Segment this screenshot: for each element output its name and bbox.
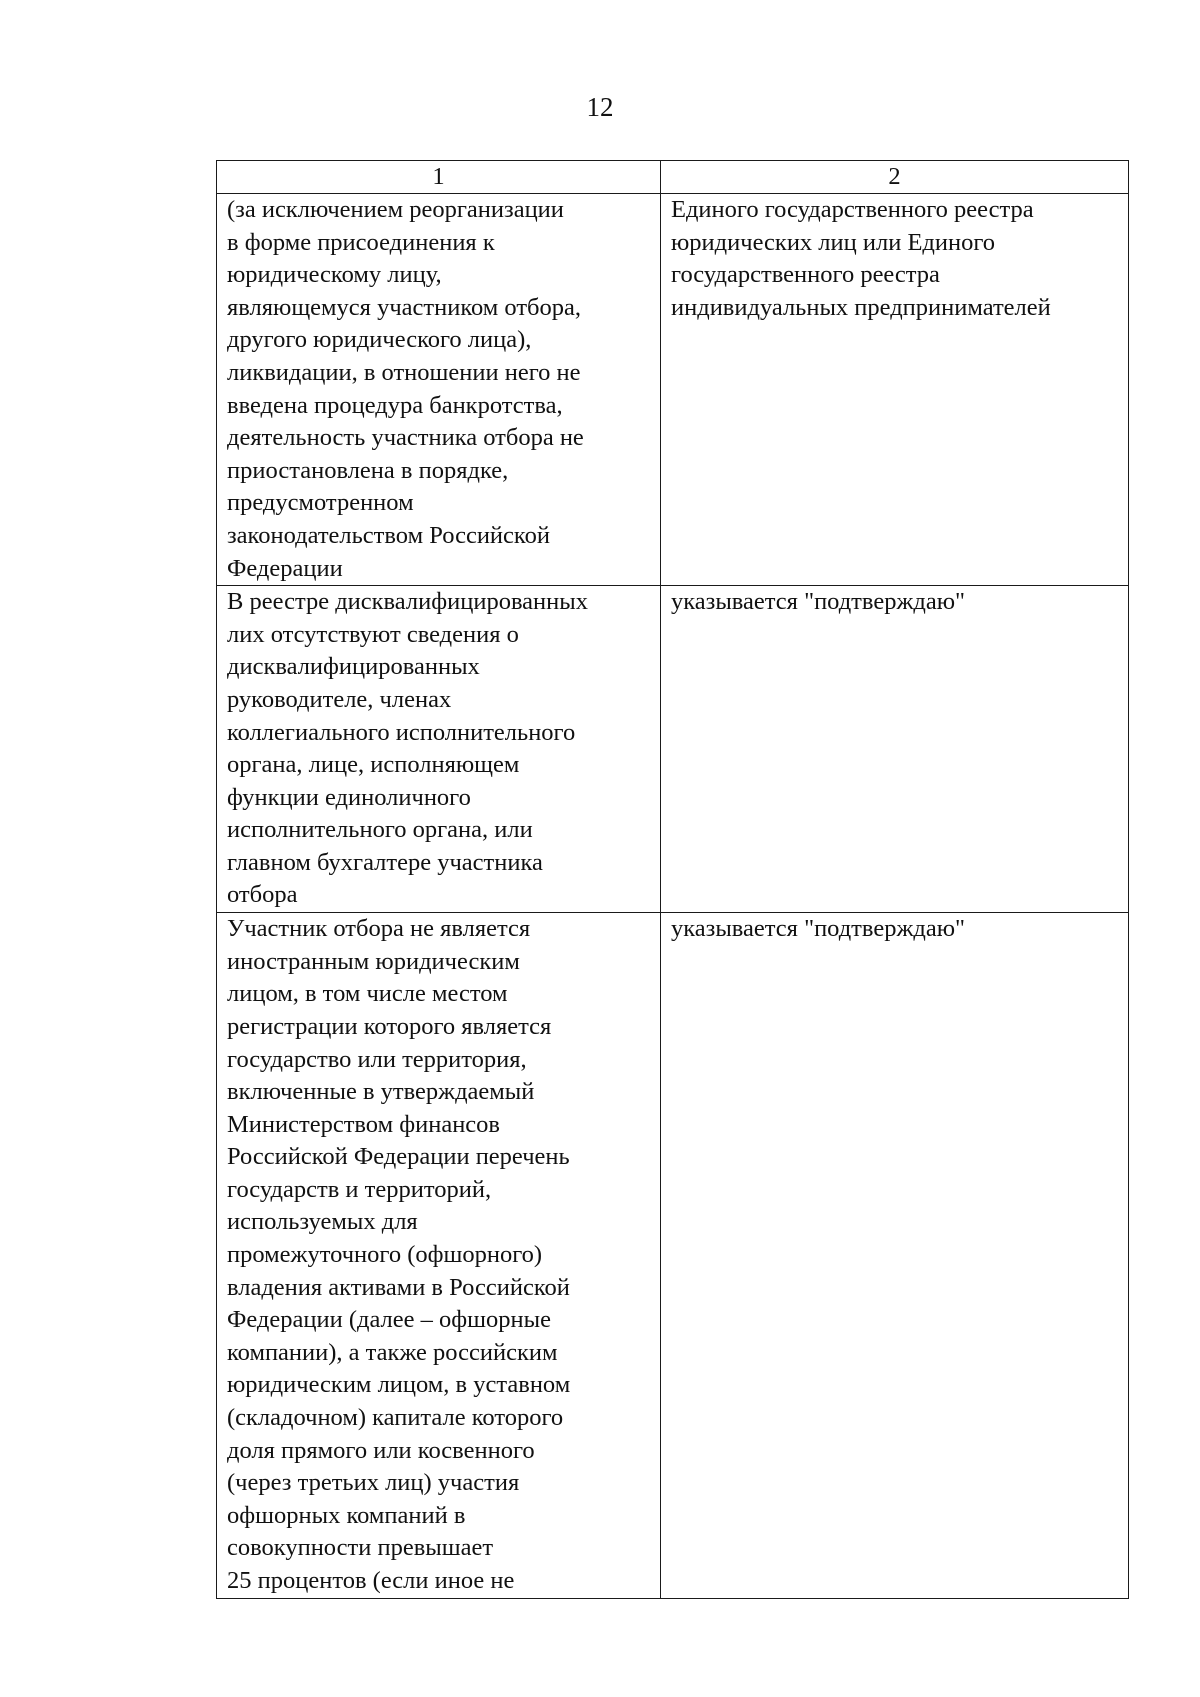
table-row <box>217 586 1129 913</box>
column-header-1: 1 <box>217 161 661 194</box>
cell-text-line: (складочном) капитале которого <box>227 1404 564 1432</box>
cell-text-line: Единого государственного реестра <box>671 196 1034 223</box>
page-number: 12 <box>586 92 614 122</box>
cell-text-line: руководителе, членах <box>227 685 452 713</box>
cell-text-line: введена процедура банкротства, <box>227 391 563 419</box>
cell-text-line: Федерации (далее – офшорные <box>227 1306 551 1334</box>
cell-text-line: лицом, в том числе местом <box>227 980 508 1008</box>
cell-text-line: (за исключением реорганизации <box>227 196 564 223</box>
cell-text-line: приостановлена в порядке, <box>227 456 509 484</box>
cell-text-line: включенные в утверждаемый <box>227 1078 535 1106</box>
cell-text-line: владения активами в Российской <box>227 1273 570 1301</box>
cell-text-line: функции единоличного <box>227 783 471 811</box>
cell-text-line: государство или территория, <box>227 1045 527 1073</box>
table-cell-col-1 <box>217 194 661 586</box>
table-cell-col-2 <box>661 586 1129 913</box>
cell-text-line: Министерством финансов <box>227 1110 500 1138</box>
cell-text-line: исполнительного органа, или <box>227 816 533 844</box>
cell-text-line: законодательством Российской <box>227 521 550 549</box>
cell-text-line: лих отсутствуют сведения о <box>227 620 519 648</box>
cell-text-line: 25 процентов (если иное не <box>227 1567 515 1594</box>
cell-text-line: промежуточного (офшорного) <box>227 1241 543 1269</box>
table-cell-col-2 <box>661 194 1129 586</box>
cell-text-line: юридических лиц или Единого <box>671 228 996 256</box>
table-row <box>217 913 1129 1598</box>
cell-text-line: индивидуальных предпринимателей <box>671 293 1051 321</box>
cell-text-line: офшорных компаний в <box>227 1501 466 1529</box>
cell-text-line: являющемуся участником отбора, <box>227 293 581 321</box>
cell-text-line: Российской Федерации перечень <box>227 1143 570 1171</box>
requirements-table <box>216 160 1129 1599</box>
cell-text-line: используемых для <box>227 1208 418 1236</box>
cell-text-line: (через третьих лиц) участия <box>227 1469 520 1497</box>
cell-text-line: органа, лице, исполняющем <box>227 751 520 779</box>
cell-text-line: государственного реестра <box>671 261 940 289</box>
cell-text-line: отбора <box>227 881 298 909</box>
cell-text-line: указывается "подтверждаю" <box>671 915 966 943</box>
cell-text-line: компании), а также российским <box>227 1338 558 1366</box>
table-header-row <box>217 161 1129 194</box>
cell-text-line: главном бухгалтере участника <box>227 848 543 876</box>
cell-text-line: другого юридического лица), <box>227 326 532 354</box>
cell-text-line: ликвидации, в отношении него не <box>227 358 581 386</box>
cell-text-line: В реестре дисквалифицированных <box>227 588 588 616</box>
cell-text-line: Федерации <box>227 554 343 582</box>
table-cell-col-1 <box>217 913 661 1598</box>
cell-text-line: юридическим лицом, в уставном <box>227 1371 571 1399</box>
cell-text-line: коллегиального исполнительного <box>227 718 576 746</box>
cell-text-line: Участник отбора не является <box>227 915 531 943</box>
table-row <box>217 194 1129 586</box>
cell-text-line: указывается "подтверждаю" <box>671 588 966 616</box>
cell-text-line: совокупности превышает <box>227 1534 494 1562</box>
table-cell-col-1 <box>217 586 661 913</box>
cell-text-line: юридическому лицу, <box>227 261 442 289</box>
cell-text-line: предусмотренном <box>227 489 414 517</box>
cell-text-line: иностранным юридическим <box>227 947 520 975</box>
cell-text-line: доля прямого или косвенного <box>227 1436 535 1464</box>
cell-text-line: деятельность участника отбора не <box>227 424 584 452</box>
column-header-2: 2 <box>661 161 1129 194</box>
cell-text-line: государств и территорий, <box>227 1175 492 1203</box>
cell-text-line: дисквалифицированных <box>227 653 480 681</box>
cell-text-line: в форме присоединения к <box>227 228 495 256</box>
cell-text-line: регистрации которого является <box>227 1012 552 1040</box>
table-cell-col-2 <box>661 913 1129 1598</box>
